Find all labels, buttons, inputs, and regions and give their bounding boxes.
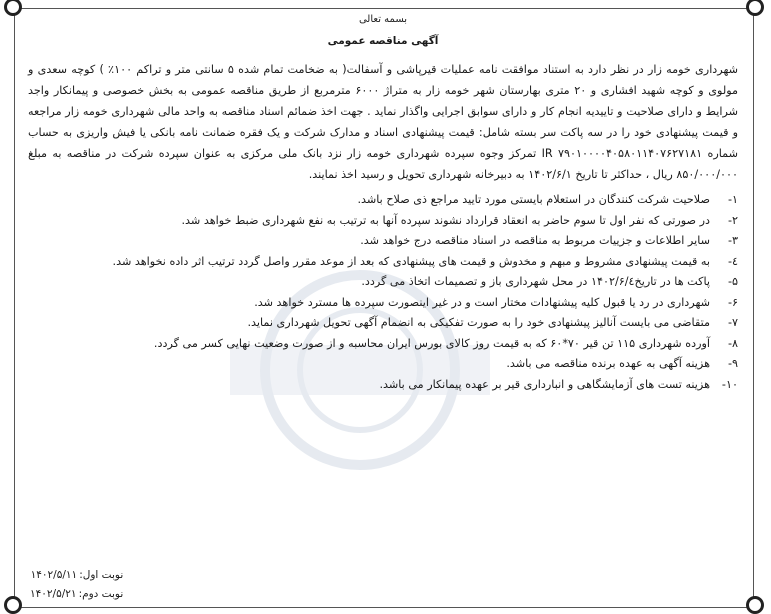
list-item (24, 335, 738, 354)
item-text: هزینه آگهی به عهده برنده مناقصه می باشد. (506, 357, 710, 370)
corner-ornament-icon (746, 0, 764, 16)
publication-date-row (30, 566, 123, 585)
list-item (24, 191, 738, 210)
publication-date-value: ۱۴۰۲/۵/۲۱ (30, 588, 77, 600)
item-number: ۲- (727, 213, 738, 227)
item-number: ۷- (727, 316, 738, 329)
item-text: شهرداری در رد یا قبول کلیه پیشنهادات مختار است و در غیر اینصورت سپرده ها مسترد خواهد شد. (254, 295, 710, 309)
publication-date-label: نوبت اول: (79, 569, 124, 581)
list-item (24, 294, 738, 313)
list-item (24, 376, 738, 395)
corner-ornament-icon (4, 596, 22, 614)
item-number: ٤- (727, 254, 738, 268)
publication-date-label: نوبت دوم: (78, 588, 124, 600)
intro-paragraph: شهرداری خومه زار در نظر دارد به استناد موافقت نامه عملیات قیرپاشی و آسفالت( به ضخامت تمام شده ۵ سانتی متر و تراکم ۱۰۰٪ ) کوچه سعدی و مولوی و کوچه شهید افشاری و ۲۰ متری بهارستان شهر خومه زار به متراژ ۶۰۰۰ مترمربع از طریق مناقصه عمومی به بخش خصوصی و پیمانکار واجد شرایط و دارای صلاحیت و تاییدیه انجام کار و دارای سوابق اجرایی واگذار نماید . جهت اخذ ضمائم اسناد مناقصه به واحد مالی شهرداری خومه زار مراجعه و قیمت پیشنهادی خود را در سه پاکت سر بسته شامل: قیمت پیشنهادی اسناد و مدارک شرکت و یک فقره ضمانت نامه بانکی یا فیش واریزی به حساب شماره IR ۷۹۰۱۰۰۰۰۴۰۵۸۰۱۱۴۰۷۶۲۷۱۸۱ تمرکز وجوه سپرده شهرداری خومه زار نزد بانک ملی مرکزی به عنوان سپرده شرکت در مناقصه به مبلغ ۸۵۰/۰۰۰/۰۰۰ ریال ، حداکثر تا تاریخ ۱۴۰۲/۶/۱ به دبیرخانه شهرداری تحویل و رسید اخذ نمایند. (28, 63, 739, 181)
item-text: به قیمت پیشنهادی مشروط و مبهم و مخدوش و قیمت های پیشنهادی که بعد از موعد مقرر واصل گردد ترتیب اثر داده نخواهد شد. (112, 254, 710, 268)
list-item (24, 232, 738, 251)
item-number: ۵- (727, 275, 738, 288)
item-text: آورده شهرداری ۱۱۵ تن قیر ۷۰*۶۰ که به قیمت روز کالای بورس ایران محاسبه و از صورت وضعیت نهایی کسر می گردد. (153, 336, 710, 350)
item-number: ۶- (727, 295, 738, 309)
item-text: سایر اطلاعات و جزییات مربوط به مناقصه در اسناد مناقصه درج خواهد شد. (360, 234, 710, 247)
corner-ornament-icon (746, 596, 764, 614)
notice-content (24, 14, 742, 396)
item-number: ۸- (727, 336, 738, 350)
publication-dates (30, 566, 123, 604)
basmala: بسمه تعالی (358, 14, 408, 25)
item-number: ۱۰- (721, 377, 738, 391)
notice-title: آگهی مناقصه عمومی (327, 35, 439, 47)
item-number: ۱- (727, 193, 738, 206)
list-item (24, 253, 738, 272)
item-number: ۳- (727, 234, 738, 247)
publication-date-value: ۱۴۰۲/۵/۱۱ (30, 569, 78, 581)
item-text: صلاحیت شرکت کنندگان در استعلام بایستی مورد تایید مراجع ذی صلاح باشد. (357, 193, 710, 206)
list-item (24, 212, 738, 231)
item-text: در صورتی که نفر اول تا سوم حاضر به انعقاد قرارداد نشوند سپرده آنها به ترتیب به نفع شهرداری ضبط خواهد شد. (181, 213, 710, 227)
list-item (24, 273, 738, 292)
item-text: هزینه تست های آزمایشگاهی و انبارداری قیر بر عهده پیمانکار می باشد. (379, 377, 710, 391)
item-number: ۹- (727, 357, 738, 370)
list-item (24, 314, 738, 333)
item-text: متقاضی می بایست آنالیز پیشنهادی خود را به صورت تفکیکی به انضمام آگهی تحویل شهرداری نماید. (247, 316, 710, 329)
item-text: پاکت ها در تاریخ۱۴۰۲/۶/٤ در محل شهرداری باز و تصمیمات اتخاذ می گردد. (361, 275, 710, 288)
list-item (24, 355, 738, 374)
conditions-list (24, 191, 742, 394)
publication-date-row (30, 585, 123, 604)
